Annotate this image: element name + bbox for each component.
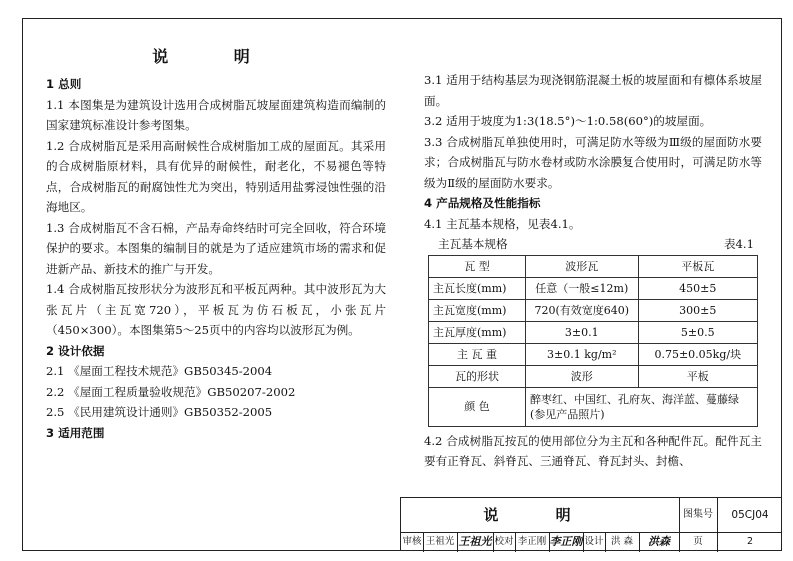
page-title: 说 明 [152,47,280,66]
designer-signature: 洪森 [639,532,680,552]
table-cell: 波形 [526,365,639,387]
para-1-4: 1.4 合成树脂瓦按形状分为波形瓦和平板瓦两种。其中波形瓦为大张瓦片（主瓦宽720），平板瓦为仿石板瓦，小张瓦片（450×300）。本图集第5～25页中的内容均以波形瓦为例。 [46,282,386,337]
table-row [429,299,758,321]
table-cell: 平板瓦 [638,255,757,277]
table-cell: 450±5 [638,277,757,299]
table-cell: 主 瓦 重 [429,343,526,365]
table-cell: 波形瓦 [526,255,639,277]
table-row [429,255,758,277]
table-number: 表4.1 [723,237,754,251]
para-3-2: 3.2 适用于坡度为1:3(18.5°)～1:0.58(60°)的坡屋面。 [424,114,712,128]
table-cell: 3±0.1 kg/m² [526,343,639,365]
title-block-row-1 [401,498,782,533]
para-2-2: 2.2 《屋面工程质量验收规范》GB50207-2002 [46,384,296,399]
para-3-1: 3.1 适用于结构基层为现浇钢筋混凝土板的坡屋面和有檩体系坡屋面。 [424,73,762,108]
para-4-2: 4.2 合成树脂瓦按瓦的使用部位分为主瓦和各种配件瓦。配件瓦主要有正脊瓦、斜脊瓦、三通脊瓦、脊瓦封头、封檐、 [424,433,762,468]
left-column [46,28,386,443]
para-1-1: 1.1 本图集是为建筑设计选用合成树脂瓦坡屋面建筑构造而编制的国家建筑标准设计参考图集。 [46,97,386,132]
table-cell: 5±0.5 [638,321,757,343]
title-block-row-2 [401,532,782,552]
table-caption: 主瓦基本规格 [438,237,508,251]
right-column [424,70,762,472]
section-4-heading: 4 产品规格及性能指标 [424,196,541,210]
designer-name: 洪 森 [605,532,640,552]
review-label: 审核 [401,532,424,552]
atlas-number: 05CJ04 [731,509,769,521]
table-cell: 醉枣红、中国红、孔府灰、海洋蓝、蔓藤绿(参见产品照片) [526,387,758,426]
section-2-heading: 2 设计依据 [46,343,105,358]
design-label: 设计 [583,532,606,552]
table-cell: 颜 色 [429,387,526,426]
para-2-1: 2.1 《屋面工程技术规范》GB50345-2004 [46,364,273,378]
table-cell: 0.75±0.05kg/块 [638,343,757,365]
reviewer-name: 王祖光 [423,532,458,552]
table-row [429,321,758,343]
table-row [429,387,758,426]
table-cell: 720(有效宽度640) [526,299,639,321]
table-row [429,277,758,299]
checker-signature: 李正刚 [549,532,584,552]
para-1-3: 1.3 合成树脂瓦不含石棉，产品寿命终结时可完全回收，符合环境保护的要求。本图集的编制目的就是为了适应建筑市场的需求和促进新产品、新技术的推广与开发。 [46,220,386,276]
table-caption-row [424,234,754,255]
table-cell: 平板 [638,365,757,387]
section-1-heading: 1 总则 [46,77,82,91]
table-cell: 3±0.1 [526,321,639,343]
check-label: 校对 [493,532,516,552]
table-cell: 任意（一般≤12m) [526,277,639,299]
table-cell: 300±5 [638,299,757,321]
table-cell: 瓦 型 [429,255,526,277]
section-3-heading: 3 适用范围 [46,425,105,440]
table-cell: 主瓦厚度(mm) [429,321,526,343]
table-cell: 瓦的形状 [429,365,526,387]
table-row [429,343,758,365]
table-cell: 主瓦长度(mm) [429,277,526,299]
page-number: 2 [746,536,754,547]
para-1-2: 1.2 合成树脂瓦是采用高耐候性合成树脂加工成的屋面瓦。其采用的合成树脂原材料，具有优异的耐候性，耐老化，不易褪色等特点，合成树脂瓦的耐腐蚀性尤为突出，特别适用盐雾浸蚀性强的沿海地区。 [46,138,386,214]
spec-table [428,255,758,427]
para-2-5: 2.5 《民用建筑设计通则》GB50352-2005 [46,405,273,419]
reviewer-signature: 王祖光 [457,532,494,552]
table-cell: 主瓦宽度(mm) [429,299,526,321]
para-3-3: 3.3 合成树脂瓦单独使用时，可满足防水等级为Ⅲ级的屋面防水要求；合成树脂瓦与防水卷材或防水涂膜复合使用时，可满足防水等级为Ⅱ级的屋面防水要求。 [424,134,762,190]
title-block-title: 说 明 [401,498,680,532]
page-label: 页 [679,532,718,552]
table-row [429,365,758,387]
checker-name: 李正刚 [515,532,550,552]
title-block [400,497,782,551]
para-4-1: 4.1 主瓦基本规格，见表4.1。 [424,216,581,231]
atlas-number-label: 图集号 [679,498,718,532]
